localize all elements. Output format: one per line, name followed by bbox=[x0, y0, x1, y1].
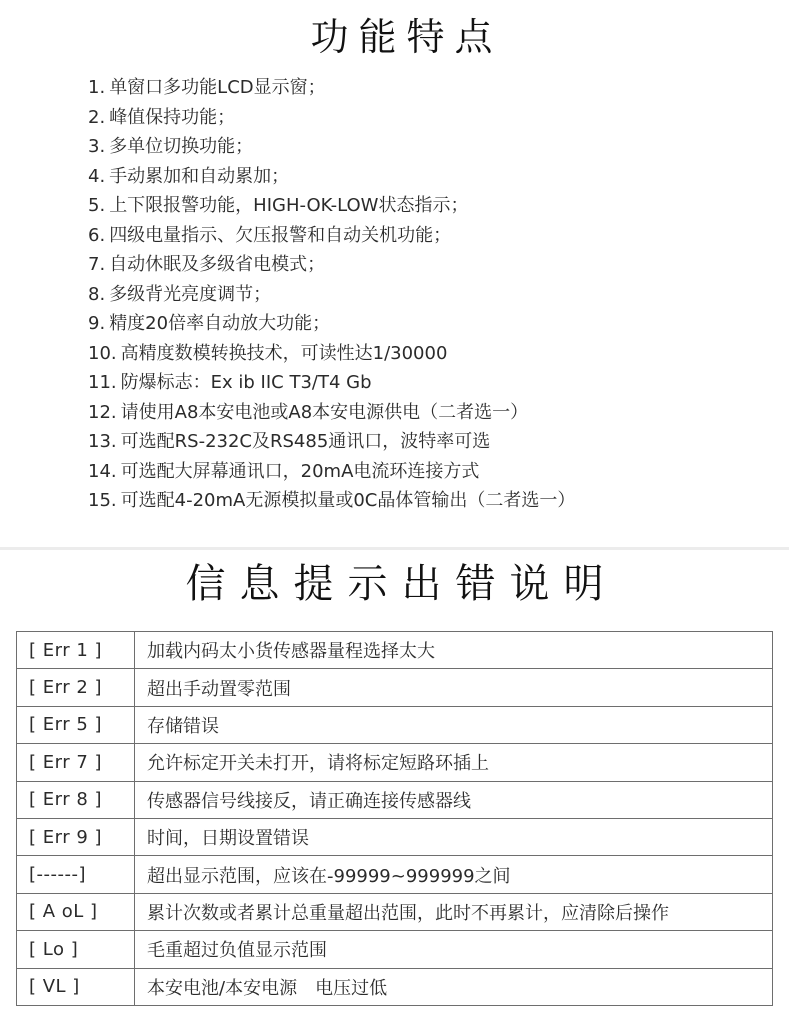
section-divider bbox=[0, 547, 789, 550]
item-number: 4. bbox=[88, 165, 106, 187]
table-row bbox=[17, 893, 773, 930]
error-code: [ Err 2 ] bbox=[17, 669, 135, 706]
item-text: 上下限报警功能，HIGH-OK-LOW状态指示； bbox=[109, 195, 469, 216]
error-description: 超出显示范围，应该在-99999~999999之间 bbox=[135, 856, 773, 893]
errors-title: 信息提示出错说明 bbox=[185, 561, 618, 607]
table-row bbox=[17, 931, 773, 968]
item-text: 自动休眠及多级省电模式； bbox=[109, 254, 326, 275]
item-text: 精度20倍率自动放大功能； bbox=[109, 313, 331, 334]
error-description: 时间，日期设置错误 bbox=[135, 818, 773, 855]
item-number: 6. bbox=[88, 224, 106, 246]
item-number: 2. bbox=[88, 106, 106, 128]
table-row bbox=[17, 856, 773, 893]
error-description: 传感器信号线接反，请正确连接传感器线 bbox=[135, 781, 773, 818]
error-description: 存储错误 bbox=[135, 706, 773, 743]
item-number: 13. bbox=[88, 431, 117, 452]
item-number: 5. bbox=[88, 195, 106, 216]
error-description: 超出手动置零范围 bbox=[135, 669, 773, 706]
item-number: 10. bbox=[88, 342, 117, 364]
error-code: [ Err 7 ] bbox=[17, 744, 135, 781]
item-text: 多单位切换功能； bbox=[109, 136, 254, 157]
error-description: 毛重超过负值显示范围 bbox=[135, 931, 773, 968]
error-description: 本安电池/本安电源 电压过低 bbox=[135, 968, 773, 1005]
table-row bbox=[17, 781, 773, 818]
list-item bbox=[88, 103, 575, 133]
error-code: [ Err 8 ] bbox=[17, 781, 135, 818]
item-text: 高精度数模转换技术，可读性达1/30000 bbox=[120, 342, 448, 364]
item-number: 11. bbox=[88, 372, 117, 393]
table-row bbox=[17, 744, 773, 781]
item-text: 防爆标志：Ex ib IIC T3/T4 Gb bbox=[120, 372, 372, 393]
error-description: 加载内码太小货传感器量程选择太大 bbox=[135, 632, 773, 669]
item-text: 请使用A8本安电池或A8本安电源供电（二者选一） bbox=[120, 401, 529, 423]
item-number: 12. bbox=[88, 401, 117, 423]
list-item bbox=[88, 457, 575, 487]
item-number: 1. bbox=[88, 77, 106, 98]
feature-list bbox=[88, 73, 575, 516]
error-code: [ Err 1 ] bbox=[17, 632, 135, 669]
table-row bbox=[17, 818, 773, 855]
table-row bbox=[17, 706, 773, 743]
table-row bbox=[17, 968, 773, 1005]
item-text: 峰值保持功能； bbox=[109, 106, 236, 128]
list-item bbox=[88, 73, 575, 103]
error-code: [ VL ] bbox=[17, 968, 135, 1005]
features-title: 功能特点 bbox=[310, 15, 503, 59]
list-item bbox=[88, 427, 575, 457]
item-number: 3. bbox=[88, 136, 106, 157]
list-item bbox=[88, 309, 575, 339]
item-text: 手动累加和自动累加； bbox=[109, 165, 290, 187]
error-code: [ A oL ] bbox=[17, 893, 135, 930]
list-item bbox=[88, 368, 575, 398]
list-item bbox=[88, 339, 575, 369]
error-code: [ Err 9 ] bbox=[17, 818, 135, 855]
item-number: 9. bbox=[88, 313, 106, 334]
error-code: [ Lo ] bbox=[17, 931, 135, 968]
item-number: 15. bbox=[88, 490, 117, 511]
item-text: 四级电量指示、欠压报警和自动关机功能； bbox=[109, 224, 452, 246]
error-code-table bbox=[16, 631, 773, 1006]
list-item bbox=[88, 398, 575, 428]
table-row bbox=[17, 632, 773, 669]
table-row bbox=[17, 669, 773, 706]
error-description: 累计次数或者累计总重量超出范围，此时不再累计，应清除后操作 bbox=[135, 893, 773, 930]
error-code: [ Err 5 ] bbox=[17, 706, 135, 743]
item-text: 可选配RS-232C及RS485通讯口，波特率可选 bbox=[120, 431, 491, 452]
item-text: 单窗口多功能LCD显示窗； bbox=[109, 77, 326, 98]
list-item bbox=[88, 191, 575, 221]
list-item bbox=[88, 162, 575, 192]
item-number: 8. bbox=[88, 283, 106, 305]
list-item bbox=[88, 250, 575, 280]
item-text: 多级背光亮度调节； bbox=[109, 283, 272, 305]
list-item bbox=[88, 486, 575, 516]
list-item bbox=[88, 132, 575, 162]
error-description: 允许标定开关未打开，请将标定短路环插上 bbox=[135, 744, 773, 781]
list-item bbox=[88, 221, 575, 251]
item-text: 可选配大屏幕通讯口，20mA电流环连接方式 bbox=[120, 460, 480, 482]
error-code: [------] bbox=[17, 856, 135, 893]
item-number: 7. bbox=[88, 254, 106, 275]
item-text: 可选配4-20mA无源模拟量或0C晶体管输出（二者选一） bbox=[120, 490, 576, 511]
item-number: 14. bbox=[88, 460, 117, 482]
list-item bbox=[88, 280, 575, 310]
